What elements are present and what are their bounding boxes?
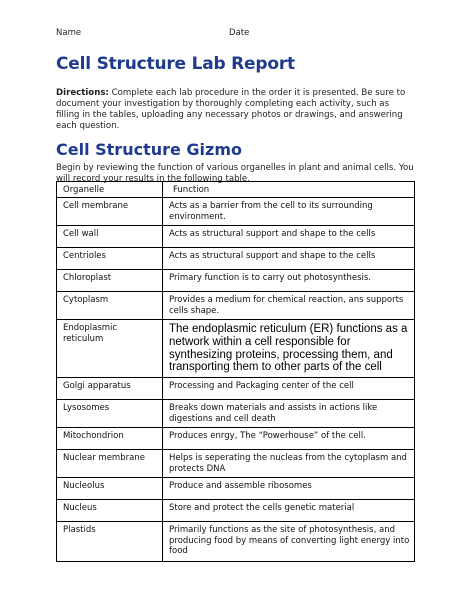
function-cell: The endoplasmic reticulum (ER) functions as a network within a cell responsible for synthesizing proteins, processing them, and transporting them to other parts of the cell [163, 320, 415, 378]
organelle-cell: Endoplasmic reticulum [57, 320, 163, 378]
directions-label: Directions: [56, 88, 109, 98]
function-cell: Primarily functions as the site of photosynthesis, and producing food by means of converting light energy into food [163, 522, 415, 562]
table-row [57, 428, 415, 450]
function-cell: Acts as structural support and shape to the cells [163, 226, 415, 248]
function-cell: Produces enrgy, The “Powerhouse” of the cell. [163, 428, 415, 450]
document-title: Cell Structure Lab Report [56, 54, 295, 74]
organelle-cell: Cytoplasm [57, 292, 163, 320]
table-row [57, 478, 415, 500]
organelle-cell: Centrioles [57, 248, 163, 270]
function-cell: Primary function is to carry out photosynthesis. [163, 270, 415, 292]
organelle-cell: Lysosomes [57, 400, 163, 428]
organelle-cell: Cell membrane [57, 198, 163, 226]
organelle-cell: Nucleolus [57, 478, 163, 500]
header-organelle: Organelle [57, 182, 163, 198]
table-row [57, 248, 415, 270]
organelle-cell: Mitochondrion [57, 428, 163, 450]
table-row [57, 400, 415, 428]
name-label: Name [56, 28, 82, 38]
table-row [57, 378, 415, 400]
function-cell: Breaks down materials and assists in actions like digestions and cell death [163, 400, 415, 428]
table-row [57, 450, 415, 478]
directions-paragraph [56, 88, 414, 132]
table-row [57, 320, 415, 378]
table-row [57, 500, 415, 522]
function-cell: Acts as structural support and shape to the cells [163, 248, 415, 270]
header-function: Function [163, 182, 415, 198]
function-cell: Store and protect the cells genetic material [163, 500, 415, 522]
organelle-table [56, 181, 415, 562]
function-cell: Acts as a barrier from the cell to its surrounding environment. [163, 198, 415, 226]
function-cell: Produce and assemble ribosomes [163, 478, 415, 500]
section-title: Cell Structure Gizmo [56, 140, 243, 159]
table-row [57, 292, 415, 320]
date-label: Date [229, 28, 250, 38]
function-cell: Helps is seperating the nucleas from the cytoplasm and protects DNA [163, 450, 415, 478]
organelle-cell: Nuclear membrane [57, 450, 163, 478]
organelle-cell: Cell wall [57, 226, 163, 248]
table-header-row [57, 182, 415, 198]
directions-text: Complete each lab procedure in the order it is presented. Be sure to document your investigation by thoroughly completing each activity, such as filling in the tables, uploading any necessary photos or drawings, and answering each question. [56, 88, 406, 131]
function-cell: Provides a medium for chemical reaction, ans supports cells shape. [163, 292, 415, 320]
table-row [57, 270, 415, 292]
organelle-cell: Nucleus [57, 500, 163, 522]
organelle-cell: Chloroplast [57, 270, 163, 292]
organelle-cell: Golgi apparatus [57, 378, 163, 400]
table-row [57, 198, 415, 226]
section-intro: Begin by reviewing the function of various organelles in plant and animal cells. You will record your results in the following table. [56, 163, 414, 184]
organelle-cell: Plastids [57, 522, 163, 562]
table-row [57, 522, 415, 562]
function-cell: Processing and Packaging center of the cell [163, 378, 415, 400]
table-row [57, 226, 415, 248]
